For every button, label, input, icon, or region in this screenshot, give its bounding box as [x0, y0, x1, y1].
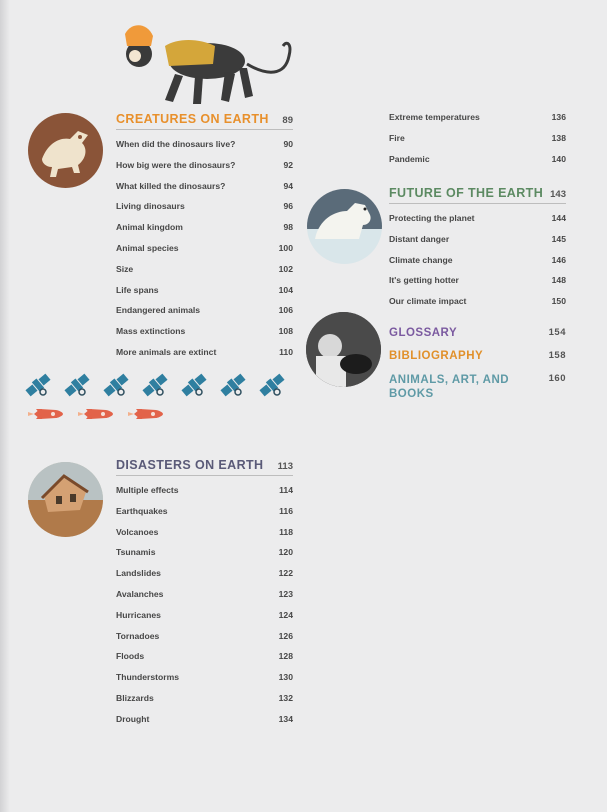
- toc-entry[interactable]: [116, 300, 293, 321]
- entry-label: Animal kingdom: [116, 222, 183, 233]
- toc-entry[interactable]: [116, 542, 293, 563]
- entry-label: Mass extinctions: [116, 326, 186, 337]
- entry-page: 114: [279, 485, 293, 495]
- toc-entry[interactable]: [116, 259, 293, 280]
- section-title[interactable]: FUTURE OF THE EARTH: [389, 186, 544, 200]
- entry-page: 94: [283, 180, 293, 191]
- entry-label: Earthquakes: [116, 505, 168, 516]
- toc-entry[interactable]: [116, 605, 293, 626]
- section-header: [389, 186, 566, 204]
- entry-page: 92: [283, 159, 293, 170]
- page-gutter-shadow: [0, 0, 10, 812]
- satellite-icon: [102, 371, 130, 399]
- section-title[interactable]: DISASTERS ON EARTH: [116, 458, 264, 472]
- flooded-house-image: [28, 462, 103, 537]
- toc-entry[interactable]: [389, 291, 566, 312]
- entry-label: Tornadoes: [116, 630, 160, 641]
- toc-entry[interactable]: [116, 480, 293, 501]
- entry-label: Endangered animals: [116, 305, 201, 316]
- entry-label: Extreme temperatures: [389, 112, 480, 122]
- toc-entry[interactable]: [116, 584, 293, 605]
- toc-entry[interactable]: [389, 208, 566, 229]
- toc-entry[interactable]: [116, 321, 293, 342]
- rocket-icon: [28, 405, 64, 423]
- toc-entry[interactable]: [116, 709, 293, 730]
- satellite-icon: [180, 371, 208, 399]
- entry-list: [389, 107, 566, 169]
- entry-page: 126: [278, 630, 293, 641]
- entry-page: 150: [551, 296, 566, 307]
- toc-entry[interactable]: [116, 501, 293, 522]
- animals-art-books-page: 160: [548, 373, 566, 384]
- entry-label: Protecting the planet: [389, 213, 475, 223]
- decorative-stickers: [24, 371, 286, 423]
- bibliography-entry[interactable]: [389, 350, 566, 362]
- section-page-number: 143: [550, 189, 566, 200]
- entry-page: 96: [283, 201, 293, 212]
- toc-entry[interactable]: [116, 342, 293, 363]
- entry-label: When did the dinosaurs live?: [116, 139, 236, 149]
- section-header: [116, 458, 293, 476]
- bibliography-page: 158: [548, 350, 566, 361]
- entry-label: Our climate impact: [389, 296, 467, 307]
- entry-label: It's getting hotter: [389, 275, 459, 286]
- entry-label: Multiple effects: [116, 485, 179, 495]
- entry-page: 98: [283, 222, 293, 233]
- entry-page: 108: [278, 326, 293, 337]
- glossary-label: GLOSSARY: [389, 327, 458, 339]
- label-line-1: ANIMALS, ART, AND: [389, 374, 510, 386]
- entry-page: 104: [278, 284, 293, 295]
- section-disasters: [116, 458, 293, 730]
- section-header: [116, 112, 293, 130]
- entry-page: 124: [278, 609, 293, 620]
- entry-list: [116, 134, 293, 363]
- entry-label: Living dinosaurs: [116, 201, 185, 212]
- toc-entry[interactable]: [116, 646, 293, 667]
- entry-label: Fire: [389, 132, 405, 143]
- glossary-page: 154: [548, 327, 566, 338]
- entry-label: Pandemic: [389, 153, 430, 164]
- entry-page: 102: [278, 263, 293, 274]
- entry-label: Volcanoes: [116, 526, 159, 537]
- entry-label: Distant danger: [389, 233, 450, 244]
- entry-label: Life spans: [116, 284, 159, 295]
- satellite-icon: [63, 371, 91, 399]
- animals-art-books-label: [389, 373, 509, 401]
- toc-entry[interactable]: [116, 688, 293, 709]
- entry-label: Tsunamis: [116, 547, 156, 558]
- entry-label: Animal species: [116, 242, 179, 253]
- toc-entry[interactable]: [116, 522, 293, 543]
- section-disasters-continued: [389, 107, 566, 169]
- rocket-row: [28, 405, 286, 423]
- glossary-entry[interactable]: [389, 327, 566, 339]
- toc-entry[interactable]: [116, 155, 293, 176]
- section-creatures: [116, 112, 293, 363]
- entry-page: 120: [278, 547, 293, 558]
- toc-entry[interactable]: [116, 238, 293, 259]
- toc-entry[interactable]: [389, 229, 566, 250]
- house-icon: [28, 462, 103, 537]
- entry-page: 122: [278, 568, 293, 579]
- entry-page: 132: [278, 692, 293, 703]
- photo-icon: [306, 312, 381, 387]
- entry-page: 128: [278, 651, 293, 662]
- toc-entry[interactable]: [389, 128, 566, 149]
- entry-label: Blizzards: [116, 692, 154, 703]
- entry-page: 144: [551, 213, 566, 223]
- animals-art-books-entry[interactable]: [389, 373, 566, 401]
- rocket-icon: [78, 405, 114, 423]
- polar-bear-icon: [307, 189, 382, 264]
- entry-label: Drought: [116, 713, 150, 724]
- entry-label: Avalanches: [116, 588, 164, 599]
- entry-label: How big were the dinosaurs?: [116, 159, 236, 170]
- section-page-number: 113: [277, 461, 293, 472]
- entry-list: [389, 208, 566, 312]
- dinosaur-skeleton-image: [28, 113, 103, 188]
- bibliography-label: BIBLIOGRAPHY: [389, 350, 484, 362]
- entry-label: What killed the dinosaurs?: [116, 180, 226, 191]
- entry-page: 100: [278, 242, 293, 253]
- satellite-icon: [24, 371, 52, 399]
- entry-page: 148: [551, 275, 566, 286]
- boy-with-cat-photo: [306, 312, 381, 387]
- entry-label: More animals are extinct: [116, 346, 217, 357]
- monkey-illustration: [117, 16, 297, 108]
- toc-entry[interactable]: [116, 176, 293, 197]
- section-back-matter: [389, 327, 566, 412]
- rocket-icon: [128, 405, 164, 423]
- entry-label: Landslides: [116, 568, 161, 579]
- satellite-icon: [141, 371, 169, 399]
- entry-page: 145: [551, 233, 566, 244]
- entry-page: 134: [278, 713, 293, 724]
- toc-entry[interactable]: [116, 626, 293, 647]
- entry-page: 110: [279, 346, 293, 357]
- entry-label: Climate change: [389, 254, 453, 265]
- entry-page: 146: [551, 254, 566, 265]
- entry-page: 140: [551, 153, 566, 164]
- toc-entry[interactable]: [116, 196, 293, 217]
- entry-label: Size: [116, 263, 134, 274]
- satellite-icon: [219, 371, 247, 399]
- entry-page: 106: [278, 305, 293, 316]
- section-title[interactable]: CREATURES ON EARTH: [116, 112, 269, 126]
- entry-label: Floods: [116, 651, 145, 662]
- toc-entry[interactable]: [116, 134, 293, 155]
- satellite-row: [24, 371, 286, 399]
- toc-entry[interactable]: [389, 270, 566, 291]
- toc-entry[interactable]: [389, 250, 566, 271]
- entry-page: 118: [279, 526, 293, 537]
- toc-entry[interactable]: [116, 217, 293, 238]
- polar-bear-image: [307, 189, 382, 264]
- section-page-number: 89: [282, 115, 293, 126]
- entry-list: [116, 480, 293, 730]
- entry-page: 116: [279, 505, 293, 516]
- toc-entry[interactable]: [116, 667, 293, 688]
- entry-label: Hurricanes: [116, 609, 161, 620]
- entry-label: Thunderstorms: [116, 672, 180, 683]
- entry-page: 138: [551, 132, 566, 143]
- skeleton-icon: [28, 113, 103, 188]
- toc-entry[interactable]: [389, 149, 566, 170]
- section-future: [389, 186, 566, 312]
- toc-entry[interactable]: [389, 107, 566, 128]
- satellite-icon: [258, 371, 286, 399]
- label-line-2: BOOKS: [389, 388, 434, 400]
- toc-entry[interactable]: [116, 563, 293, 584]
- entry-page: 123: [278, 588, 293, 599]
- entry-page: 136: [551, 112, 566, 122]
- entry-page: 90: [283, 139, 293, 149]
- toc-entry[interactable]: [116, 280, 293, 301]
- entry-page: 130: [278, 672, 293, 683]
